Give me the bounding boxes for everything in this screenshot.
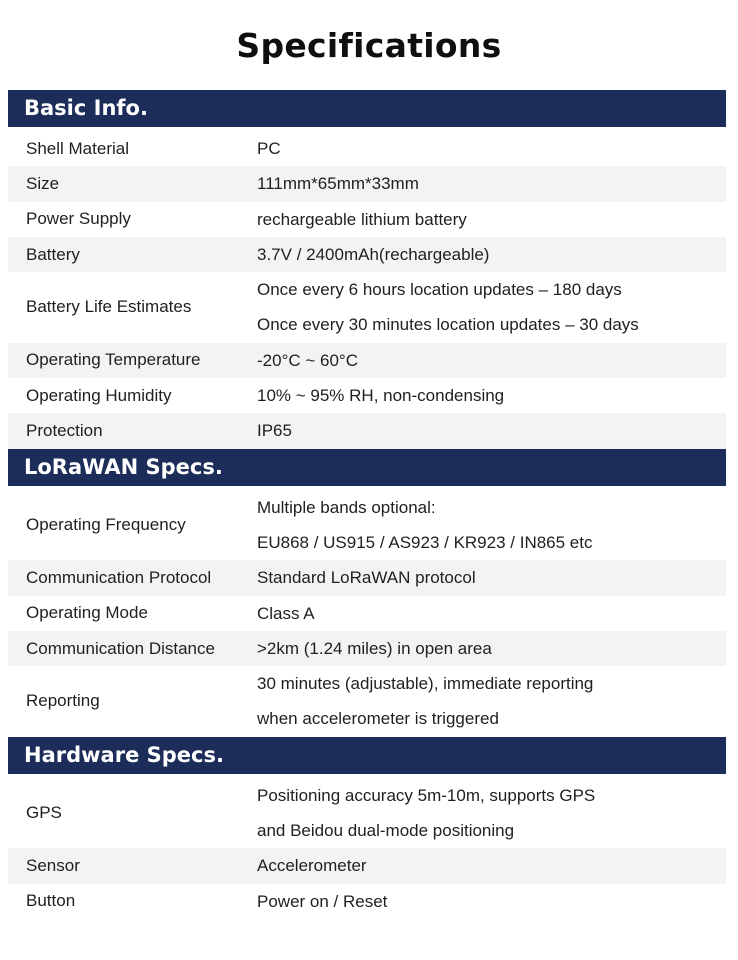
- spec-value-line: Class A: [257, 603, 315, 623]
- spec-value-line: 10% ~ 95% RH, non-condensing: [257, 386, 505, 406]
- spec-value: [257, 848, 726, 883]
- spec-label: Size: [26, 173, 60, 193]
- spec-label: GPS: [26, 803, 62, 823]
- spec-value-line: Power on / Reset: [257, 891, 388, 911]
- spec-row: [8, 631, 726, 666]
- spec-label: Shell Material: [26, 138, 129, 158]
- spec-value-line: 30 minutes (adjustable), immediate reporting: [257, 674, 594, 694]
- spec-value-line: EU868 / US915 / AS923 / KR923 / IN865 etc: [257, 532, 593, 552]
- spec-table: [8, 90, 726, 919]
- spec-label: Operating Humidity: [26, 385, 172, 405]
- spec-value-line: Multiple bands optional:: [257, 497, 436, 517]
- spec-label: Communication Protocol: [26, 567, 212, 587]
- page-title: Specifications: [236, 26, 502, 65]
- spec-value-line: Accelerometer: [257, 856, 367, 876]
- spec-value: [257, 202, 726, 237]
- spec-label: Sensor: [26, 855, 80, 875]
- spec-value: [257, 560, 726, 595]
- spec-value: [257, 666, 726, 737]
- spec-value-line: IP65: [257, 421, 292, 441]
- section-header: Basic Info.: [8, 90, 726, 127]
- spec-value: [257, 131, 726, 166]
- spec-row: [8, 237, 726, 272]
- spec-value-line: and Beidou dual-mode positioning: [257, 821, 515, 841]
- spec-value: [257, 272, 726, 343]
- spec-row: [8, 272, 726, 343]
- spec-row: [8, 131, 726, 166]
- spec-value: [257, 778, 726, 849]
- spec-label: Operating Frequency: [26, 514, 186, 534]
- spec-value: [257, 343, 726, 378]
- spec-label: Power Supply: [26, 209, 131, 229]
- section-header: Hardware Specs.: [8, 737, 726, 774]
- spec-row: [8, 413, 726, 448]
- spec-value-line: PC: [257, 139, 281, 158]
- spec-value-line: -20°C ~ 60°C: [257, 350, 359, 370]
- spec-value: [257, 884, 726, 919]
- spec-value: [257, 413, 726, 448]
- spec-value-line: Standard LoRaWAN protocol: [257, 568, 476, 588]
- spec-row: [8, 378, 726, 413]
- spec-value: [257, 596, 726, 631]
- spec-label: Reporting: [26, 691, 100, 711]
- spec-value-line: rechargeable lithium battery: [257, 209, 467, 229]
- spec-row: [8, 202, 726, 237]
- spec-row: [8, 596, 726, 631]
- spec-value: [257, 631, 726, 666]
- spec-value-line: 111mm*65mm*33mm: [257, 174, 419, 194]
- spec-value: [257, 237, 726, 272]
- spec-value-line: Positioning accuracy 5m-10m, supports GPS: [257, 785, 596, 805]
- spec-label: Operating Mode: [26, 603, 148, 623]
- spec-row: [8, 166, 726, 201]
- spec-label: Battery Life Estimates: [26, 297, 192, 317]
- spec-value: [257, 378, 726, 413]
- spec-value-line: 3.7V / 2400mAh(rechargeable): [257, 244, 490, 264]
- spec-value-line: >2km (1.24 miles) in open area: [257, 638, 492, 658]
- spec-row: [8, 666, 726, 737]
- spec-row: [8, 343, 726, 378]
- spec-label: Protection: [26, 421, 103, 441]
- spec-label: Communication Distance: [26, 638, 215, 658]
- spec-row: [8, 848, 726, 883]
- spec-value: [257, 490, 726, 561]
- spec-label: Battery: [26, 244, 80, 264]
- spec-row: [8, 560, 726, 595]
- spec-value-line: Once every 30 minutes location updates – 30 days: [257, 315, 639, 335]
- spec-value: [257, 166, 726, 201]
- spec-label: Button: [26, 891, 76, 911]
- spec-label: Operating Temperature: [26, 350, 201, 370]
- section-header: LoRaWAN Specs.: [8, 449, 726, 486]
- spec-value-line: when accelerometer is triggered: [257, 709, 499, 729]
- spec-row: [8, 778, 726, 849]
- spec-value-line: Once every 6 hours location updates – 180 days: [257, 280, 622, 300]
- spec-row: [8, 884, 726, 919]
- spec-row: [8, 490, 726, 561]
